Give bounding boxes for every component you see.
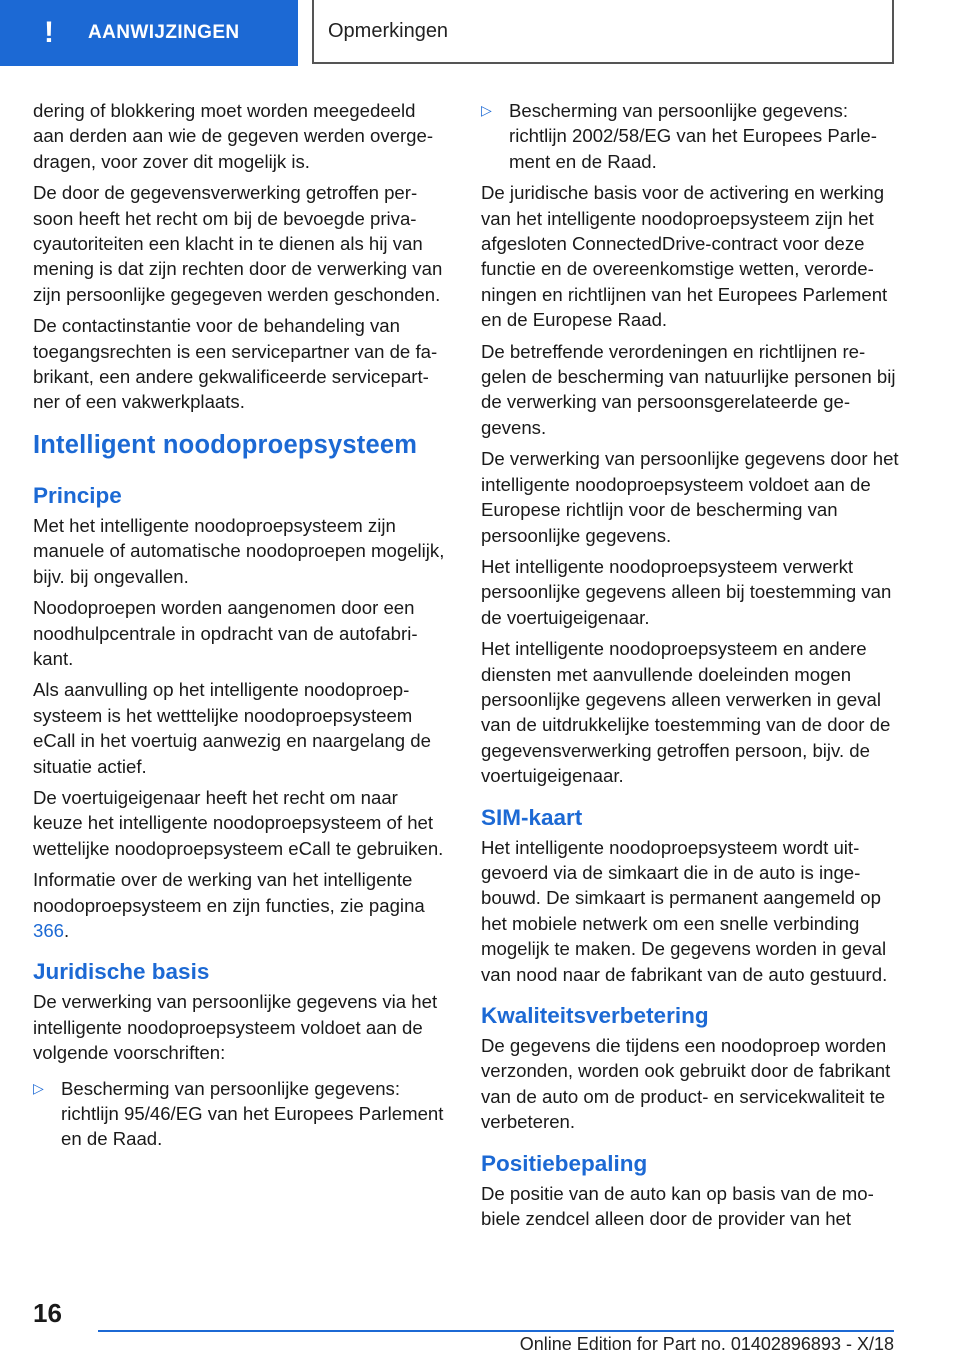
- paragraph: De juridische basis voor de activering en werking van het intelligente noodoproepsysteem zijn het afgesloten ConnectedDrive-contract voor deze functie en de overeenkomstige wetten, verordeningen en richtlijnen van het Europees Parlement en de Europese Raad.: [481, 182, 888, 331]
- paragraph: Het intelligente noodoproepsysteem verwerkt persoonlijke gegevens alleen bij toestemming van de voertuigeigenaar.: [481, 555, 892, 628]
- paragraph: De verwerking van persoonlijke gegevens door het intelligente noodoproepsysteem voldoet aan de Europese richtlijn voor de bescherming van persoonlijke gegevens.: [481, 448, 899, 546]
- subsection-tab[interactable]: [312, 0, 894, 64]
- footer-divider: [98, 1330, 894, 1332]
- section-tab[interactable]: [0, 0, 298, 66]
- heading-juridische-basis: Juridische basis: [33, 959, 210, 985]
- paragraph: De verwerking van persoonlijke gegevens via het intelligente noodoproepsysteem voldoet aan de volgende voorschriften:: [33, 991, 438, 1064]
- paragraph: dering of blokkering moet worden meegedeeld aan derden aan wie de gegeven werden overgedragen, voor zover dit mogelijk is.: [33, 100, 434, 172]
- heading-kwaliteitsverbetering: Kwaliteitsverbetering: [481, 1003, 709, 1028]
- paragraph: [33, 867, 449, 943]
- paragraph: Het intelligente noodoproepsysteem en andere diensten met aanvullende doeleinden mogen persoonlijke gegevens alleen verwerken in geval van de uitdrukkelijke toestemming van de door de gegevensverwerking getroffen persoon, bijv. de voertuigeigenaar.: [481, 638, 891, 787]
- subsection-tab-label: Opmerkingen: [328, 19, 449, 42]
- section-tab-label: AANWIJZINGEN: [88, 22, 240, 43]
- paragraph: Als aanvulling op het intelligente noodoproepsysteem is het wetttelijke noodoproepsysteem eCall in het voertuig aanwezig en naargelang de situatie actief.: [33, 679, 431, 777]
- triangle-bullet-icon: ▷: [481, 102, 492, 118]
- paragraph: Noodoproepen worden aangenomen door een noodhulpcentrale in opdracht van de autofabrikant.: [33, 597, 418, 669]
- list-item: [33, 1076, 449, 1152]
- left-column: [33, 98, 449, 1158]
- triangle-bullet-icon: ▷: [33, 1079, 44, 1096]
- heading-positiebepaling: Positiebepaling: [481, 1150, 648, 1176]
- paragraph: De betreffende verordeningen en richtlijnen regelen de bescherming van natuurlijke personen bij de verwerking van persoonsgerelateerde gegevens.: [481, 340, 896, 438]
- paragraph-text: Informatie over de werking van het intelligente noodoproepsysteem en zijn functies, zie pagina: [33, 869, 425, 916]
- paragraph: De contactinstantie voor de behandeling van toegangsrechten is een servicepartner van de fabrikant, een andere gekwalificeerde servicepartner of een vakwerkplaats.: [33, 315, 438, 413]
- list-item: [481, 98, 899, 174]
- paragraph: De gegevens die tijdens een noodoproep worden verzonden, worden ook gebruikt door de fabrikant van de auto om de product- en servicekwaliteit te verbeteren.: [481, 1035, 891, 1133]
- page-number: 16: [33, 1298, 62, 1328]
- paragraph-end: .: [64, 919, 70, 941]
- paragraph: Het intelligente noodoproepsysteem wordt uitgevoerd via de simkaart die in de auto is ingebouwd. De simkaart is permanent aangemeld op het mobiele netwerk om een snelle verbinding mogelijk te maken. De gegevens worden in geval van nood naar de fabrikant van de auto gestuurd.: [481, 836, 888, 985]
- paragraph: Met het intelligente noodoproepsysteem zijn manuele of automatische noodoproepen mogelijk, bijv. bij ongevallen.: [33, 514, 445, 587]
- right-column: [481, 98, 899, 1237]
- page-header: [0, 0, 960, 66]
- list-item-text: Bescherming van persoonlijke gegevens: richtlijn 2002/58/EG van het Europees Parlement en de Raad.: [509, 100, 877, 172]
- list-item-text: Bescherming van persoonlijke gegevens: richtlijn 95/46/EG van het Europees Parlement en de Raad.: [61, 1077, 444, 1150]
- exclamation-icon: !: [44, 16, 54, 49]
- page-link-366[interactable]: 366: [33, 919, 65, 941]
- heading-sim-kaart: SIM-kaart: [481, 804, 583, 830]
- heading-principe: Principe: [33, 482, 122, 508]
- paragraph: De positie van de auto kan op basis van de mobiele zendcel alleen door de provider van het: [481, 1182, 874, 1230]
- paragraph: De voertuigeigenaar heeft het recht om naar keuze het intelligente noodoproepsysteem of het wettelijke noodoproepsysteem eCall te gebruiken.: [33, 786, 444, 859]
- paragraph: De door de gegevensverwerking getroffen persoon heeft het recht om bij de bevoegde privacyautoriteiten een klacht in te dienen als hij van mening is dat zijn rechten door de verwerking van zijn persoonlijke gegegeven werden geschonden.: [33, 182, 443, 305]
- heading-intelligent-noodoproepsysteem: Intelligent noodoproepsysteem: [33, 430, 418, 459]
- footer-edition: Online Edition for Part no. 01402896893 - X/18: [519, 1334, 894, 1354]
